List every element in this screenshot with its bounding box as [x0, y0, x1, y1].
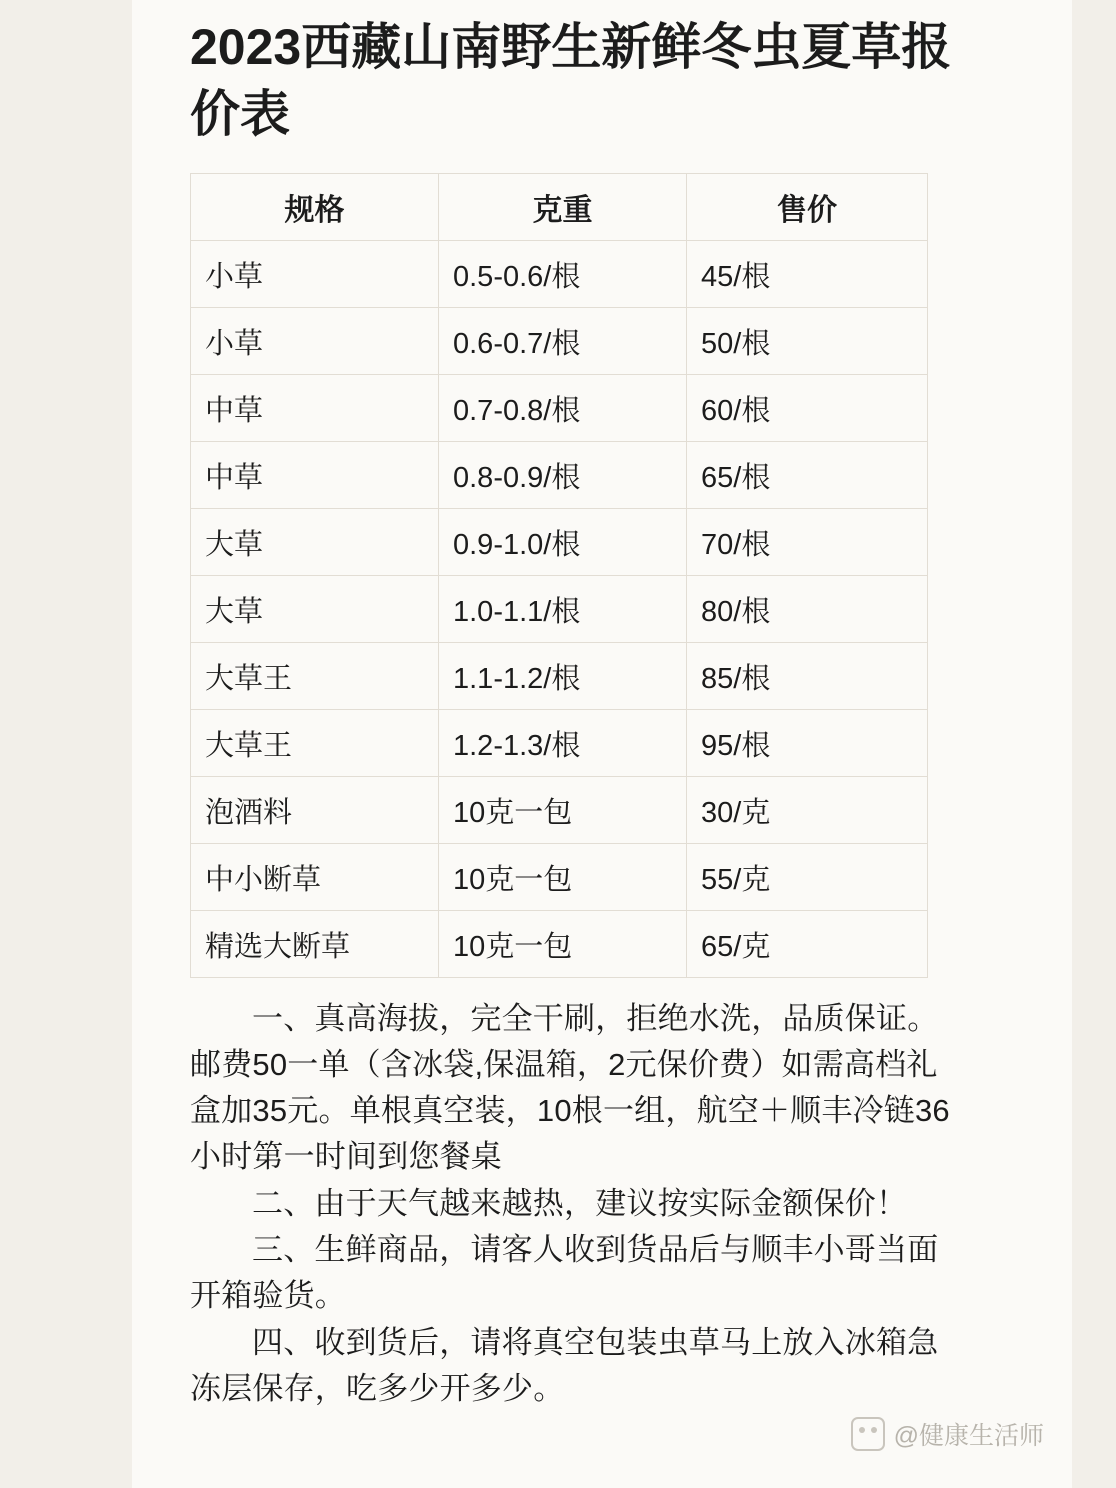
column-header-price: 售价: [687, 174, 928, 241]
note-item: 四、收到货后，请将真空包装虫草马上放入冰箱急冻层保存，吃多少开多少。: [190, 1325, 939, 1406]
note-item: 一、真高海拔，完全干刷，拒绝水洗，品质保证。邮费50一单（含冰袋,保温箱，2元保价费）如需高档礼盒加35元。单根真空装，10根一组，航空＋顺丰冷链36小时第一时间到您餐桌: [190, 1001, 950, 1174]
cell-price: 50/根: [687, 308, 928, 375]
cell-weight: 10克一包: [439, 777, 687, 844]
cell-price: 65/克: [687, 911, 928, 978]
paw-icon: [851, 1417, 885, 1451]
table-row: [191, 241, 928, 308]
cell-weight: 1.1-1.2/根: [439, 643, 687, 710]
cell-weight: 0.6-0.7/根: [439, 308, 687, 375]
cell-weight: 10克一包: [439, 844, 687, 911]
cell-price: 30/克: [687, 777, 928, 844]
table-row: [191, 442, 928, 509]
cell-weight: 1.0-1.1/根: [439, 576, 687, 643]
cell-price: 60/根: [687, 375, 928, 442]
cell-price: 55/克: [687, 844, 928, 911]
table-header-row: [191, 174, 928, 241]
price-table: [190, 173, 928, 978]
table-row: [191, 643, 928, 710]
page-title: 2023西藏山南野生新鲜冬虫夏草报价表: [190, 19, 952, 142]
cell-price: 80/根: [687, 576, 928, 643]
cell-price: 85/根: [687, 643, 928, 710]
cell-spec: 精选大断草: [191, 911, 439, 978]
cell-weight: 10克一包: [439, 911, 687, 978]
table-row: [191, 777, 928, 844]
cell-price: 45/根: [687, 241, 928, 308]
note-item: 二、由于天气越来越热，建议按实际金额保价！: [252, 1185, 908, 1221]
cell-weight: 1.2-1.3/根: [439, 710, 687, 777]
notes-section: [190, 996, 950, 1412]
cell-spec: 中小断草: [191, 844, 439, 911]
cell-spec: 中草: [191, 442, 439, 509]
cell-spec: 大草: [191, 576, 439, 643]
note-item: 三、生鲜商品，请客人收到货品后与顺丰小哥当面开箱验货。: [190, 1232, 939, 1314]
column-header-weight: 克重: [439, 174, 687, 241]
table-row: [191, 911, 928, 978]
cell-spec: 大草: [191, 509, 439, 576]
table-row: [191, 576, 928, 643]
document-sheet: [132, 0, 1072, 1488]
table-row: [191, 710, 928, 777]
cell-weight: 0.8-0.9/根: [439, 442, 687, 509]
cell-weight: 0.5-0.6/根: [439, 241, 687, 308]
document-content: [190, 0, 990, 1413]
watermark: [851, 1416, 1044, 1452]
table-row: [191, 509, 928, 576]
column-header-spec: 规格: [191, 174, 439, 241]
cell-spec: 泡酒料: [191, 777, 439, 844]
table-row: [191, 375, 928, 442]
watermark-label: @健康生活师: [893, 1422, 1044, 1450]
cell-price: 65/根: [687, 442, 928, 509]
cell-spec: 中草: [191, 375, 439, 442]
cell-price: 95/根: [687, 710, 928, 777]
table-row: [191, 308, 928, 375]
cell-spec: 小草: [191, 308, 439, 375]
cell-spec: 大草王: [191, 643, 439, 710]
cell-weight: 0.9-1.0/根: [439, 509, 687, 576]
cell-price: 70/根: [687, 509, 928, 576]
cell-spec: 大草王: [191, 710, 439, 777]
cell-weight: 0.7-0.8/根: [439, 375, 687, 442]
cell-spec: 小草: [191, 241, 439, 308]
table-row: [191, 844, 928, 911]
